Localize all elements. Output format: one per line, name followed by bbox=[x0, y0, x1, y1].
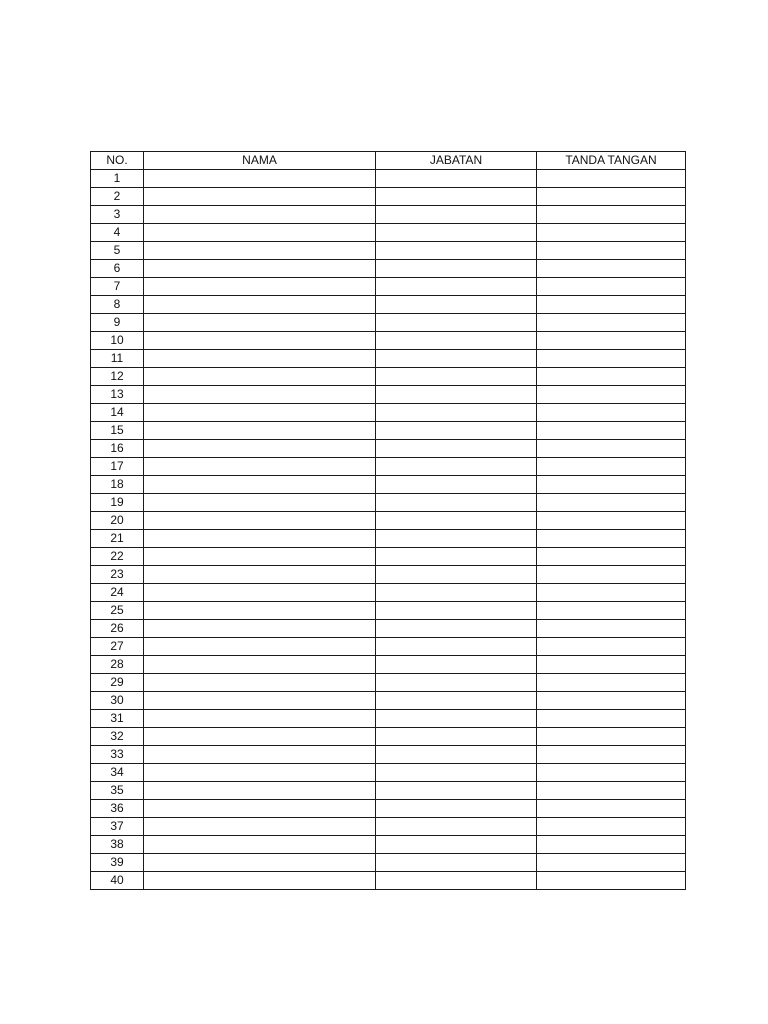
cell-jabatan[interactable] bbox=[376, 692, 537, 710]
cell-tanda-tangan[interactable] bbox=[537, 800, 686, 818]
header-jabatan: JABATAN bbox=[376, 152, 537, 170]
cell-tanda-tangan[interactable] bbox=[537, 260, 686, 278]
cell-no: 9 bbox=[91, 314, 144, 332]
table-row bbox=[91, 296, 686, 314]
cell-no: 8 bbox=[91, 296, 144, 314]
cell-no: 4 bbox=[91, 224, 144, 242]
table-row bbox=[91, 818, 686, 836]
cell-jabatan[interactable] bbox=[376, 242, 537, 260]
cell-no: 37 bbox=[91, 818, 144, 836]
cell-nama[interactable] bbox=[144, 368, 376, 386]
cell-no: 2 bbox=[91, 188, 144, 206]
cell-tanda-tangan[interactable] bbox=[537, 296, 686, 314]
cell-jabatan[interactable] bbox=[376, 422, 537, 440]
cell-jabatan[interactable] bbox=[376, 656, 537, 674]
cell-nama[interactable] bbox=[144, 692, 376, 710]
cell-nama[interactable] bbox=[144, 494, 376, 512]
cell-nama[interactable] bbox=[144, 872, 376, 890]
cell-nama[interactable] bbox=[144, 764, 376, 782]
cell-nama[interactable] bbox=[144, 296, 376, 314]
cell-tanda-tangan[interactable] bbox=[537, 764, 686, 782]
cell-tanda-tangan[interactable] bbox=[537, 782, 686, 800]
cell-tanda-tangan[interactable] bbox=[537, 242, 686, 260]
attendance-table bbox=[90, 151, 686, 890]
cell-tanda-tangan[interactable] bbox=[537, 332, 686, 350]
cell-jabatan[interactable] bbox=[376, 332, 537, 350]
cell-nama[interactable] bbox=[144, 332, 376, 350]
table-row bbox=[91, 530, 686, 548]
cell-nama[interactable] bbox=[144, 728, 376, 746]
cell-nama[interactable] bbox=[144, 620, 376, 638]
cell-jabatan[interactable] bbox=[376, 836, 537, 854]
table-row bbox=[91, 422, 686, 440]
table-row bbox=[91, 764, 686, 782]
cell-nama[interactable] bbox=[144, 584, 376, 602]
cell-tanda-tangan[interactable] bbox=[537, 314, 686, 332]
cell-jabatan[interactable] bbox=[376, 296, 537, 314]
cell-jabatan[interactable] bbox=[376, 638, 537, 656]
cell-jabatan[interactable] bbox=[376, 278, 537, 296]
cell-nama[interactable] bbox=[144, 314, 376, 332]
table-row bbox=[91, 206, 686, 224]
cell-jabatan[interactable] bbox=[376, 494, 537, 512]
cell-tanda-tangan[interactable] bbox=[537, 638, 686, 656]
cell-no: 27 bbox=[91, 638, 144, 656]
cell-tanda-tangan[interactable] bbox=[537, 512, 686, 530]
cell-nama[interactable] bbox=[144, 746, 376, 764]
cell-jabatan[interactable] bbox=[376, 530, 537, 548]
cell-tanda-tangan[interactable] bbox=[537, 854, 686, 872]
cell-tanda-tangan[interactable] bbox=[537, 530, 686, 548]
cell-nama[interactable] bbox=[144, 782, 376, 800]
cell-no: 35 bbox=[91, 782, 144, 800]
cell-nama[interactable] bbox=[144, 854, 376, 872]
cell-jabatan[interactable] bbox=[376, 710, 537, 728]
table-row bbox=[91, 602, 686, 620]
cell-nama[interactable] bbox=[144, 602, 376, 620]
cell-no: 39 bbox=[91, 854, 144, 872]
cell-tanda-tangan[interactable] bbox=[537, 566, 686, 584]
cell-no: 3 bbox=[91, 206, 144, 224]
cell-nama[interactable] bbox=[144, 656, 376, 674]
cell-jabatan[interactable] bbox=[376, 458, 537, 476]
table-row bbox=[91, 692, 686, 710]
table-header-row bbox=[91, 152, 686, 170]
cell-nama[interactable] bbox=[144, 566, 376, 584]
cell-nama[interactable] bbox=[144, 242, 376, 260]
cell-no: 11 bbox=[91, 350, 144, 368]
cell-no: 33 bbox=[91, 746, 144, 764]
cell-tanda-tangan[interactable] bbox=[537, 872, 686, 890]
cell-nama[interactable] bbox=[144, 548, 376, 566]
cell-no: 36 bbox=[91, 800, 144, 818]
cell-tanda-tangan[interactable] bbox=[537, 386, 686, 404]
cell-tanda-tangan[interactable] bbox=[537, 476, 686, 494]
table-row bbox=[91, 404, 686, 422]
cell-tanda-tangan[interactable] bbox=[537, 674, 686, 692]
cell-nama[interactable] bbox=[144, 350, 376, 368]
table-row bbox=[91, 674, 686, 692]
cell-no: 40 bbox=[91, 872, 144, 890]
cell-no: 31 bbox=[91, 710, 144, 728]
cell-jabatan[interactable] bbox=[376, 548, 537, 566]
cell-tanda-tangan[interactable] bbox=[537, 548, 686, 566]
table-row bbox=[91, 170, 686, 188]
cell-jabatan[interactable] bbox=[376, 764, 537, 782]
table-row bbox=[91, 350, 686, 368]
table-row bbox=[91, 386, 686, 404]
cell-tanda-tangan[interactable] bbox=[537, 602, 686, 620]
table-row bbox=[91, 728, 686, 746]
cell-nama[interactable] bbox=[144, 260, 376, 278]
cell-tanda-tangan[interactable] bbox=[537, 170, 686, 188]
cell-tanda-tangan[interactable] bbox=[537, 710, 686, 728]
cell-tanda-tangan[interactable] bbox=[537, 440, 686, 458]
table-row bbox=[91, 242, 686, 260]
cell-jabatan[interactable] bbox=[376, 188, 537, 206]
cell-no: 16 bbox=[91, 440, 144, 458]
cell-tanda-tangan[interactable] bbox=[537, 458, 686, 476]
table-row bbox=[91, 746, 686, 764]
table-row bbox=[91, 512, 686, 530]
cell-jabatan[interactable] bbox=[376, 386, 537, 404]
cell-no: 13 bbox=[91, 386, 144, 404]
cell-no: 7 bbox=[91, 278, 144, 296]
table-row bbox=[91, 188, 686, 206]
table-row bbox=[91, 638, 686, 656]
cell-tanda-tangan[interactable] bbox=[537, 368, 686, 386]
cell-nama[interactable] bbox=[144, 674, 376, 692]
cell-tanda-tangan[interactable] bbox=[537, 620, 686, 638]
cell-tanda-tangan[interactable] bbox=[537, 836, 686, 854]
table-row bbox=[91, 260, 686, 278]
cell-no: 12 bbox=[91, 368, 144, 386]
cell-jabatan[interactable] bbox=[376, 404, 537, 422]
table-row bbox=[91, 548, 686, 566]
cell-no: 34 bbox=[91, 764, 144, 782]
cell-nama[interactable] bbox=[144, 638, 376, 656]
cell-nama[interactable] bbox=[144, 206, 376, 224]
cell-jabatan[interactable] bbox=[376, 224, 537, 242]
cell-jabatan[interactable] bbox=[376, 746, 537, 764]
cell-tanda-tangan[interactable] bbox=[537, 224, 686, 242]
cell-tanda-tangan[interactable] bbox=[537, 656, 686, 674]
table-row bbox=[91, 458, 686, 476]
table-row bbox=[91, 314, 686, 332]
table-row bbox=[91, 584, 686, 602]
cell-nama[interactable] bbox=[144, 188, 376, 206]
cell-nama[interactable] bbox=[144, 170, 376, 188]
cell-no: 30 bbox=[91, 692, 144, 710]
table-row bbox=[91, 836, 686, 854]
cell-no: 22 bbox=[91, 548, 144, 566]
cell-no: 20 bbox=[91, 512, 144, 530]
cell-nama[interactable] bbox=[144, 422, 376, 440]
cell-jabatan[interactable] bbox=[376, 368, 537, 386]
cell-nama[interactable] bbox=[144, 710, 376, 728]
cell-jabatan[interactable] bbox=[376, 260, 537, 278]
table-row bbox=[91, 368, 686, 386]
cell-jabatan[interactable] bbox=[376, 872, 537, 890]
table-row bbox=[91, 476, 686, 494]
cell-no: 19 bbox=[91, 494, 144, 512]
cell-nama[interactable] bbox=[144, 800, 376, 818]
cell-no: 1 bbox=[91, 170, 144, 188]
cell-jabatan[interactable] bbox=[376, 170, 537, 188]
cell-tanda-tangan[interactable] bbox=[537, 404, 686, 422]
table-row bbox=[91, 440, 686, 458]
cell-no: 24 bbox=[91, 584, 144, 602]
table-row bbox=[91, 872, 686, 890]
cell-no: 21 bbox=[91, 530, 144, 548]
cell-tanda-tangan[interactable] bbox=[537, 818, 686, 836]
table-row bbox=[91, 332, 686, 350]
cell-tanda-tangan[interactable] bbox=[537, 692, 686, 710]
cell-jabatan[interactable] bbox=[376, 782, 537, 800]
cell-nama[interactable] bbox=[144, 278, 376, 296]
cell-jabatan[interactable] bbox=[376, 818, 537, 836]
cell-jabatan[interactable] bbox=[376, 854, 537, 872]
cell-tanda-tangan[interactable] bbox=[537, 728, 686, 746]
cell-no: 5 bbox=[91, 242, 144, 260]
table-row bbox=[91, 710, 686, 728]
cell-jabatan[interactable] bbox=[376, 620, 537, 638]
cell-no: 25 bbox=[91, 602, 144, 620]
table-row bbox=[91, 800, 686, 818]
cell-nama[interactable] bbox=[144, 476, 376, 494]
table-row bbox=[91, 224, 686, 242]
cell-jabatan[interactable] bbox=[376, 584, 537, 602]
cell-nama[interactable] bbox=[144, 530, 376, 548]
cell-no: 38 bbox=[91, 836, 144, 854]
cell-tanda-tangan[interactable] bbox=[537, 494, 686, 512]
table-row bbox=[91, 782, 686, 800]
cell-jabatan[interactable] bbox=[376, 800, 537, 818]
cell-no: 23 bbox=[91, 566, 144, 584]
header-no: NO. bbox=[91, 152, 144, 170]
cell-tanda-tangan[interactable] bbox=[537, 350, 686, 368]
cell-no: 6 bbox=[91, 260, 144, 278]
cell-nama[interactable] bbox=[144, 458, 376, 476]
cell-no: 15 bbox=[91, 422, 144, 440]
cell-nama[interactable] bbox=[144, 440, 376, 458]
table-row bbox=[91, 656, 686, 674]
cell-tanda-tangan[interactable] bbox=[537, 422, 686, 440]
cell-nama[interactable] bbox=[144, 512, 376, 530]
cell-jabatan[interactable] bbox=[376, 350, 537, 368]
cell-tanda-tangan[interactable] bbox=[537, 206, 686, 224]
cell-nama[interactable] bbox=[144, 224, 376, 242]
cell-no: 10 bbox=[91, 332, 144, 350]
cell-jabatan[interactable] bbox=[376, 602, 537, 620]
cell-jabatan[interactable] bbox=[376, 206, 537, 224]
cell-nama[interactable] bbox=[144, 404, 376, 422]
cell-jabatan[interactable] bbox=[376, 440, 537, 458]
cell-no: 26 bbox=[91, 620, 144, 638]
table-row bbox=[91, 494, 686, 512]
cell-jabatan[interactable] bbox=[376, 566, 537, 584]
cell-jabatan[interactable] bbox=[376, 512, 537, 530]
cell-jabatan[interactable] bbox=[376, 314, 537, 332]
cell-jabatan[interactable] bbox=[376, 674, 537, 692]
table-row bbox=[91, 278, 686, 296]
cell-nama[interactable] bbox=[144, 836, 376, 854]
cell-tanda-tangan[interactable] bbox=[537, 584, 686, 602]
cell-no: 32 bbox=[91, 728, 144, 746]
cell-jabatan[interactable] bbox=[376, 476, 537, 494]
cell-tanda-tangan[interactable] bbox=[537, 188, 686, 206]
table-row bbox=[91, 566, 686, 584]
cell-jabatan[interactable] bbox=[376, 728, 537, 746]
header-nama: NAMA bbox=[144, 152, 376, 170]
header-tanda-tangan: TANDA TANGAN bbox=[537, 152, 686, 170]
cell-no: 29 bbox=[91, 674, 144, 692]
table-body bbox=[91, 170, 686, 890]
cell-nama[interactable] bbox=[144, 818, 376, 836]
cell-no: 14 bbox=[91, 404, 144, 422]
cell-no: 28 bbox=[91, 656, 144, 674]
cell-nama[interactable] bbox=[144, 386, 376, 404]
cell-no: 18 bbox=[91, 476, 144, 494]
cell-tanda-tangan[interactable] bbox=[537, 746, 686, 764]
cell-tanda-tangan[interactable] bbox=[537, 278, 686, 296]
table-row bbox=[91, 620, 686, 638]
table-row bbox=[91, 854, 686, 872]
cell-no: 17 bbox=[91, 458, 144, 476]
